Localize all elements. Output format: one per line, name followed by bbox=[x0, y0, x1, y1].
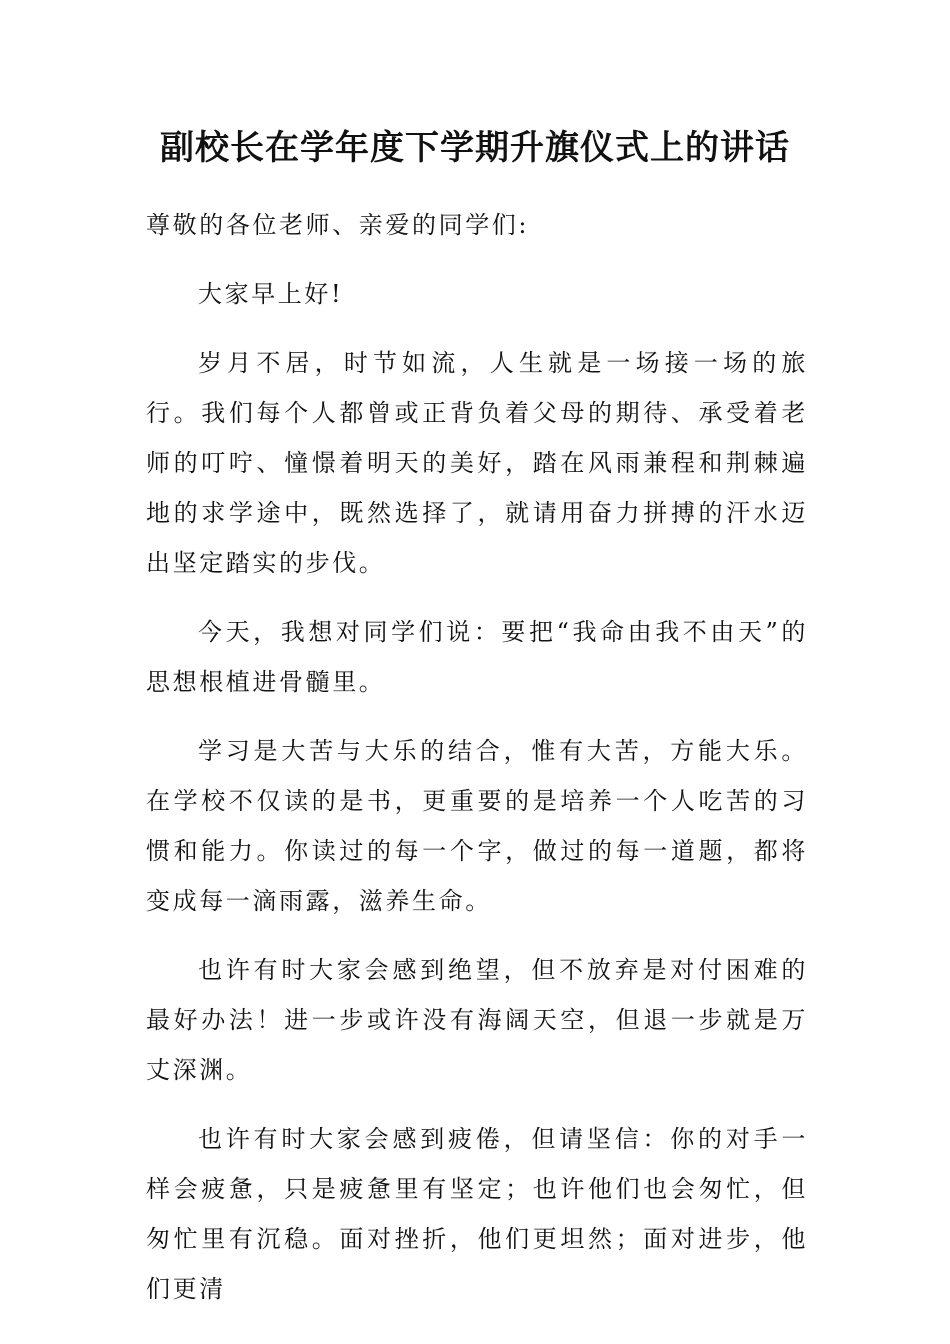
paragraph-greeting: 大家早上好! bbox=[198, 280, 344, 308]
paragraph-2: 今天，我想对同学们说：要把“我命由我不由天”的思想根植进骨髓里。 bbox=[146, 618, 808, 696]
document-body bbox=[146, 200, 808, 1333]
document-title: 副校长在学年度下学期升旗仪式上的讲话 bbox=[160, 128, 790, 168]
paragraph-4: 也许有时大家会感到绝望，但不放弃是对付困难的最好办法！进一步或许没有海阔天空，但退一步就是万丈深渊。 bbox=[146, 956, 808, 1084]
paragraph-5: 也许有时大家会感到疲倦，但请坚信：你的对手一样会疲惫，只是疲惫里有坚定；也许他们也会匆忙，但匆忙里有沉稳。面对挫折，他们更坦然；面对进步，他们更清 bbox=[146, 1125, 808, 1303]
paragraph-3: 学习是大苦与大乐的结合，惟有大苦，方能大乐。在学校不仅读的是书，更重要的是培养一个人吃苦的习惯和能力。你读过的每一个字，做过的每一道题，都将变成每一滴雨露，滋养生命。 bbox=[146, 737, 808, 915]
paragraph-1: 岁月不居，时节如流，人生就是一场接一场的旅行。我们每个人都曾或正背负着父母的期待、承受着老师的叮咛、憧憬着明天的美好，踏在风雨兼程和荆棘遍地的求学途中，既然选择了，就请用奋力拼搏的汗水迈出坚定踏实的步伐。 bbox=[146, 349, 808, 577]
salutation: 尊敬的各位老师、亲爱的同学们: bbox=[146, 211, 530, 239]
